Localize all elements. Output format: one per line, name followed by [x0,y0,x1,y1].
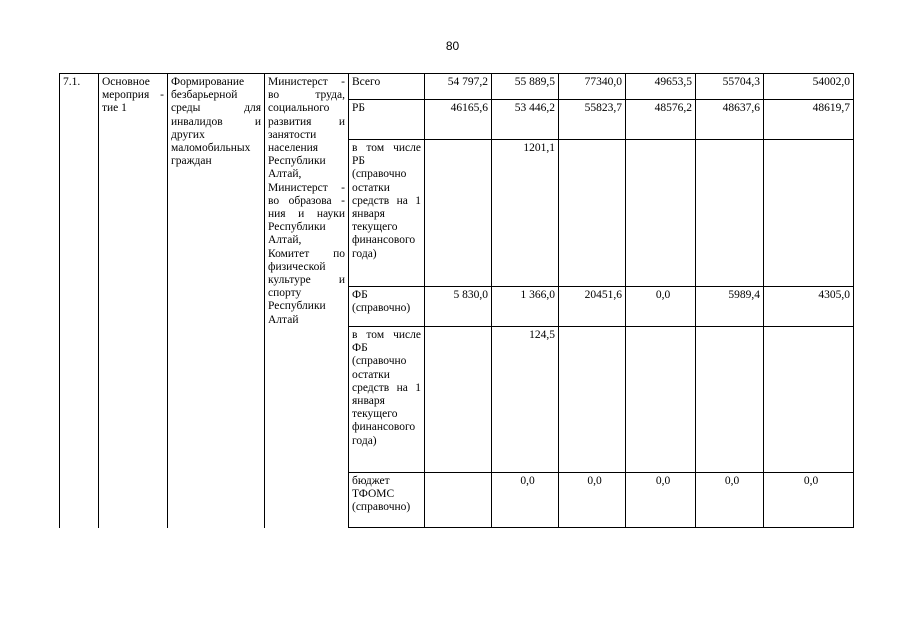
value-cell: 55823,7 [559,100,626,140]
value-cell [425,473,492,528]
value-cell: 53 446,2 [492,100,559,140]
value-cell: 4305,0 [764,287,854,327]
value-cell [559,140,626,287]
budget-table [59,73,854,528]
value-cell: 0,0 [559,473,626,528]
value-cell [425,327,492,473]
value-cell [696,140,764,287]
source-label: бюджет ТФОМС (справочно) [349,473,425,528]
value-cell [626,140,696,287]
row-number-cell: 7.1. [60,74,99,528]
value-cell [764,140,854,287]
value-cell: 20451,6 [559,287,626,327]
page-number: 80 [445,39,460,53]
value-cell: 0,0 [492,473,559,528]
value-cell [764,327,854,473]
value-cell: 54 797,2 [425,74,492,100]
table-row [60,74,854,100]
source-label [349,140,425,287]
value-cell: 55 889,5 [492,74,559,100]
value-cell: 0,0 [696,473,764,528]
value-cell: 124,5 [492,327,559,473]
value-cell: 55704,3 [696,74,764,100]
value-cell: 5989,4 [696,287,764,327]
value-cell: 49653,5 [626,74,696,100]
value-cell: 1201,1 [492,140,559,287]
value-cell: 46165,6 [425,100,492,140]
value-cell: 0,0 [626,473,696,528]
source-label: ФБ (справочно) [349,287,425,327]
value-cell: 0,0 [626,287,696,327]
value-cell: 54002,0 [764,74,854,100]
measure-cell: Основное мероприя - тие 1 [99,74,168,528]
source-label-text: в том числе РБ (справочно остатки средств на 1 января текущего финансового года) [352,142,421,260]
value-cell: 48637,6 [696,100,764,140]
executor-cell: Министерст - во труда, социального развития и занятости населения Республики Алтай, Министерст - во образова - ния и науки Республики Алтай, Комитет по физической культуре и спорту Республики Алтай [265,74,349,528]
goal-cell: Формирование безбарьерной среды для инвалидов и других маломобильных граждан [168,74,265,528]
source-label: Всего [349,74,425,100]
value-cell [425,140,492,287]
value-cell [559,327,626,473]
source-label-text: в том числе ФБ (справочно остатки средств на 1 января текущего финансового года) [352,329,421,447]
value-cell: 77340,0 [559,74,626,100]
value-cell: 1 366,0 [492,287,559,327]
value-cell [696,327,764,473]
value-cell: 5 830,0 [425,287,492,327]
source-label [349,327,425,473]
source-label: РБ [349,100,425,140]
value-cell: 48619,7 [764,100,854,140]
value-cell [626,327,696,473]
value-cell: 0,0 [764,473,854,528]
value-cell: 48576,2 [626,100,696,140]
